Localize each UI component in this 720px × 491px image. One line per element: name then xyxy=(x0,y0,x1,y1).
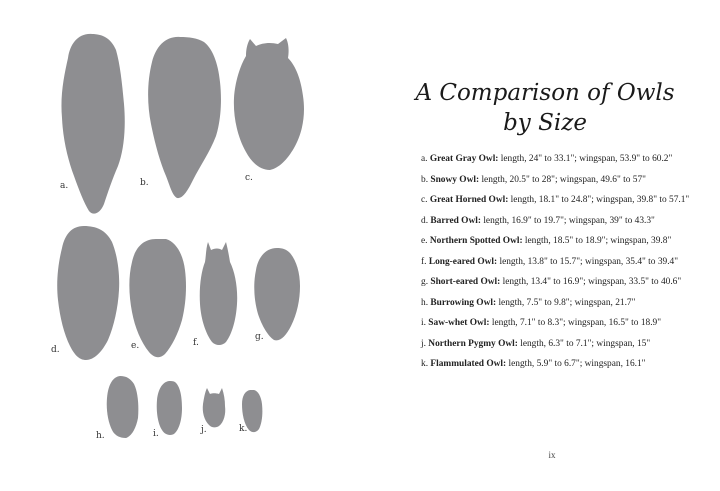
owl-silhouette-long-eared xyxy=(200,242,237,345)
list-item xyxy=(421,357,696,371)
owl-measurements: length, 16.9" to 19.7"; wingspan, 39" to 43.3" xyxy=(480,215,655,226)
owl-silhouette-saw-whet xyxy=(157,381,182,435)
owl-name: Flammulated Owl: xyxy=(430,359,507,369)
owl-measurements: length, 18.5" to 18.9"; wingspan, 39.8" xyxy=(522,236,672,246)
owl-measurements: length, 13.4" to 16.9"; wingspan, 33.5" to 40.6" xyxy=(500,277,682,287)
item-letter: h. xyxy=(421,297,429,308)
owl-silhouette-northern-pygmy xyxy=(203,388,226,427)
list-item xyxy=(421,193,696,207)
owl-silhouette-great-horned xyxy=(234,38,304,170)
owl-measurements: length, 7.5" to 9.8"; wingspan, 21.7" xyxy=(496,297,636,308)
owl-name: Long-eared Owl: xyxy=(428,256,498,267)
silhouette-label-g: g. xyxy=(255,332,264,342)
list-item xyxy=(421,337,696,351)
owl-name: Snowy Owl: xyxy=(430,174,480,185)
owl-name: Northern Pygmy Owl: xyxy=(428,338,518,349)
owl-silhouette-great-gray xyxy=(61,34,124,214)
item-letter: k. xyxy=(421,359,429,369)
item-letter: a. xyxy=(421,154,428,164)
owl-measurements: length, 24" to 33.1"; wingspan, 53.9" to 60.2" xyxy=(498,154,673,164)
silhouette-label-c: c. xyxy=(245,173,253,183)
list-item xyxy=(421,316,696,330)
silhouette-label-k: k. xyxy=(239,424,248,434)
owl-silhouette-burrowing xyxy=(107,376,139,438)
list-item xyxy=(421,275,696,289)
item-letter: c. xyxy=(421,195,428,205)
owl-silhouette-northern-spotted xyxy=(129,239,186,357)
silhouette-label-e: e. xyxy=(131,341,140,351)
silhouette-label-j: j. xyxy=(201,425,207,435)
owl-measurements: length, 20.5" to 28"; wingspan, 49.6" to 57" xyxy=(479,174,646,185)
owl-measurements: length, 7.1" to 8.3"; wingspan, 16.5" to 18.9" xyxy=(489,318,662,328)
list-item xyxy=(421,173,696,187)
owl-name: Great Gray Owl: xyxy=(429,154,499,164)
page-number: ix xyxy=(548,450,556,460)
silhouette-label-b: b. xyxy=(140,178,149,188)
owl-measurements: length, 18.1" to 24.8"; wingspan, 39.8" to 57.1" xyxy=(508,195,690,205)
silhouette-label-h: h. xyxy=(96,431,105,441)
owl-silhouette-snowy xyxy=(148,37,221,198)
list-item xyxy=(421,255,696,269)
list-item xyxy=(421,214,696,228)
item-letter: d. xyxy=(421,215,429,226)
list-item xyxy=(421,152,696,166)
title-line-1: A Comparison of Owls xyxy=(415,80,675,106)
list-item xyxy=(421,234,696,248)
silhouette-label-i: i. xyxy=(153,429,159,439)
item-letter: e. xyxy=(421,236,428,246)
owl-measurements: length, 13.8" to 15.7"; wingspan, 35.4" to 39.4" xyxy=(497,256,679,267)
title-line-2: by Size xyxy=(503,110,587,136)
item-letter: b. xyxy=(421,174,429,185)
silhouette-label-f: f. xyxy=(193,338,199,348)
owl-measurements: length, 6.3" to 7.1"; wingspan, 15" xyxy=(517,338,651,349)
owl-name: Saw-whet Owl: xyxy=(428,318,490,328)
owl-name: Great Horned Owl: xyxy=(429,195,509,205)
item-letter: i. xyxy=(421,318,426,328)
owl-silhouette-barred xyxy=(57,226,119,360)
owl-name: Northern Spotted Owl: xyxy=(429,236,523,246)
owl-name: Short-eared Owl: xyxy=(430,277,501,287)
owl-measurements: length, 5.9" to 6.7"; wingspan, 16.1" xyxy=(506,359,646,369)
silhouette-label-d: d. xyxy=(51,345,60,355)
owl-name: Barred Owl: xyxy=(430,215,481,226)
silhouette-label-a: a. xyxy=(60,181,69,191)
list-item xyxy=(421,296,696,310)
page-title xyxy=(410,78,680,138)
item-letter: f. xyxy=(421,256,427,267)
owl-size-list xyxy=(421,152,696,378)
item-letter: j. xyxy=(421,338,426,349)
owl-name: Burrowing Owl: xyxy=(430,297,497,308)
item-letter: g. xyxy=(421,277,429,287)
owl-silhouette-short-eared xyxy=(254,248,300,340)
